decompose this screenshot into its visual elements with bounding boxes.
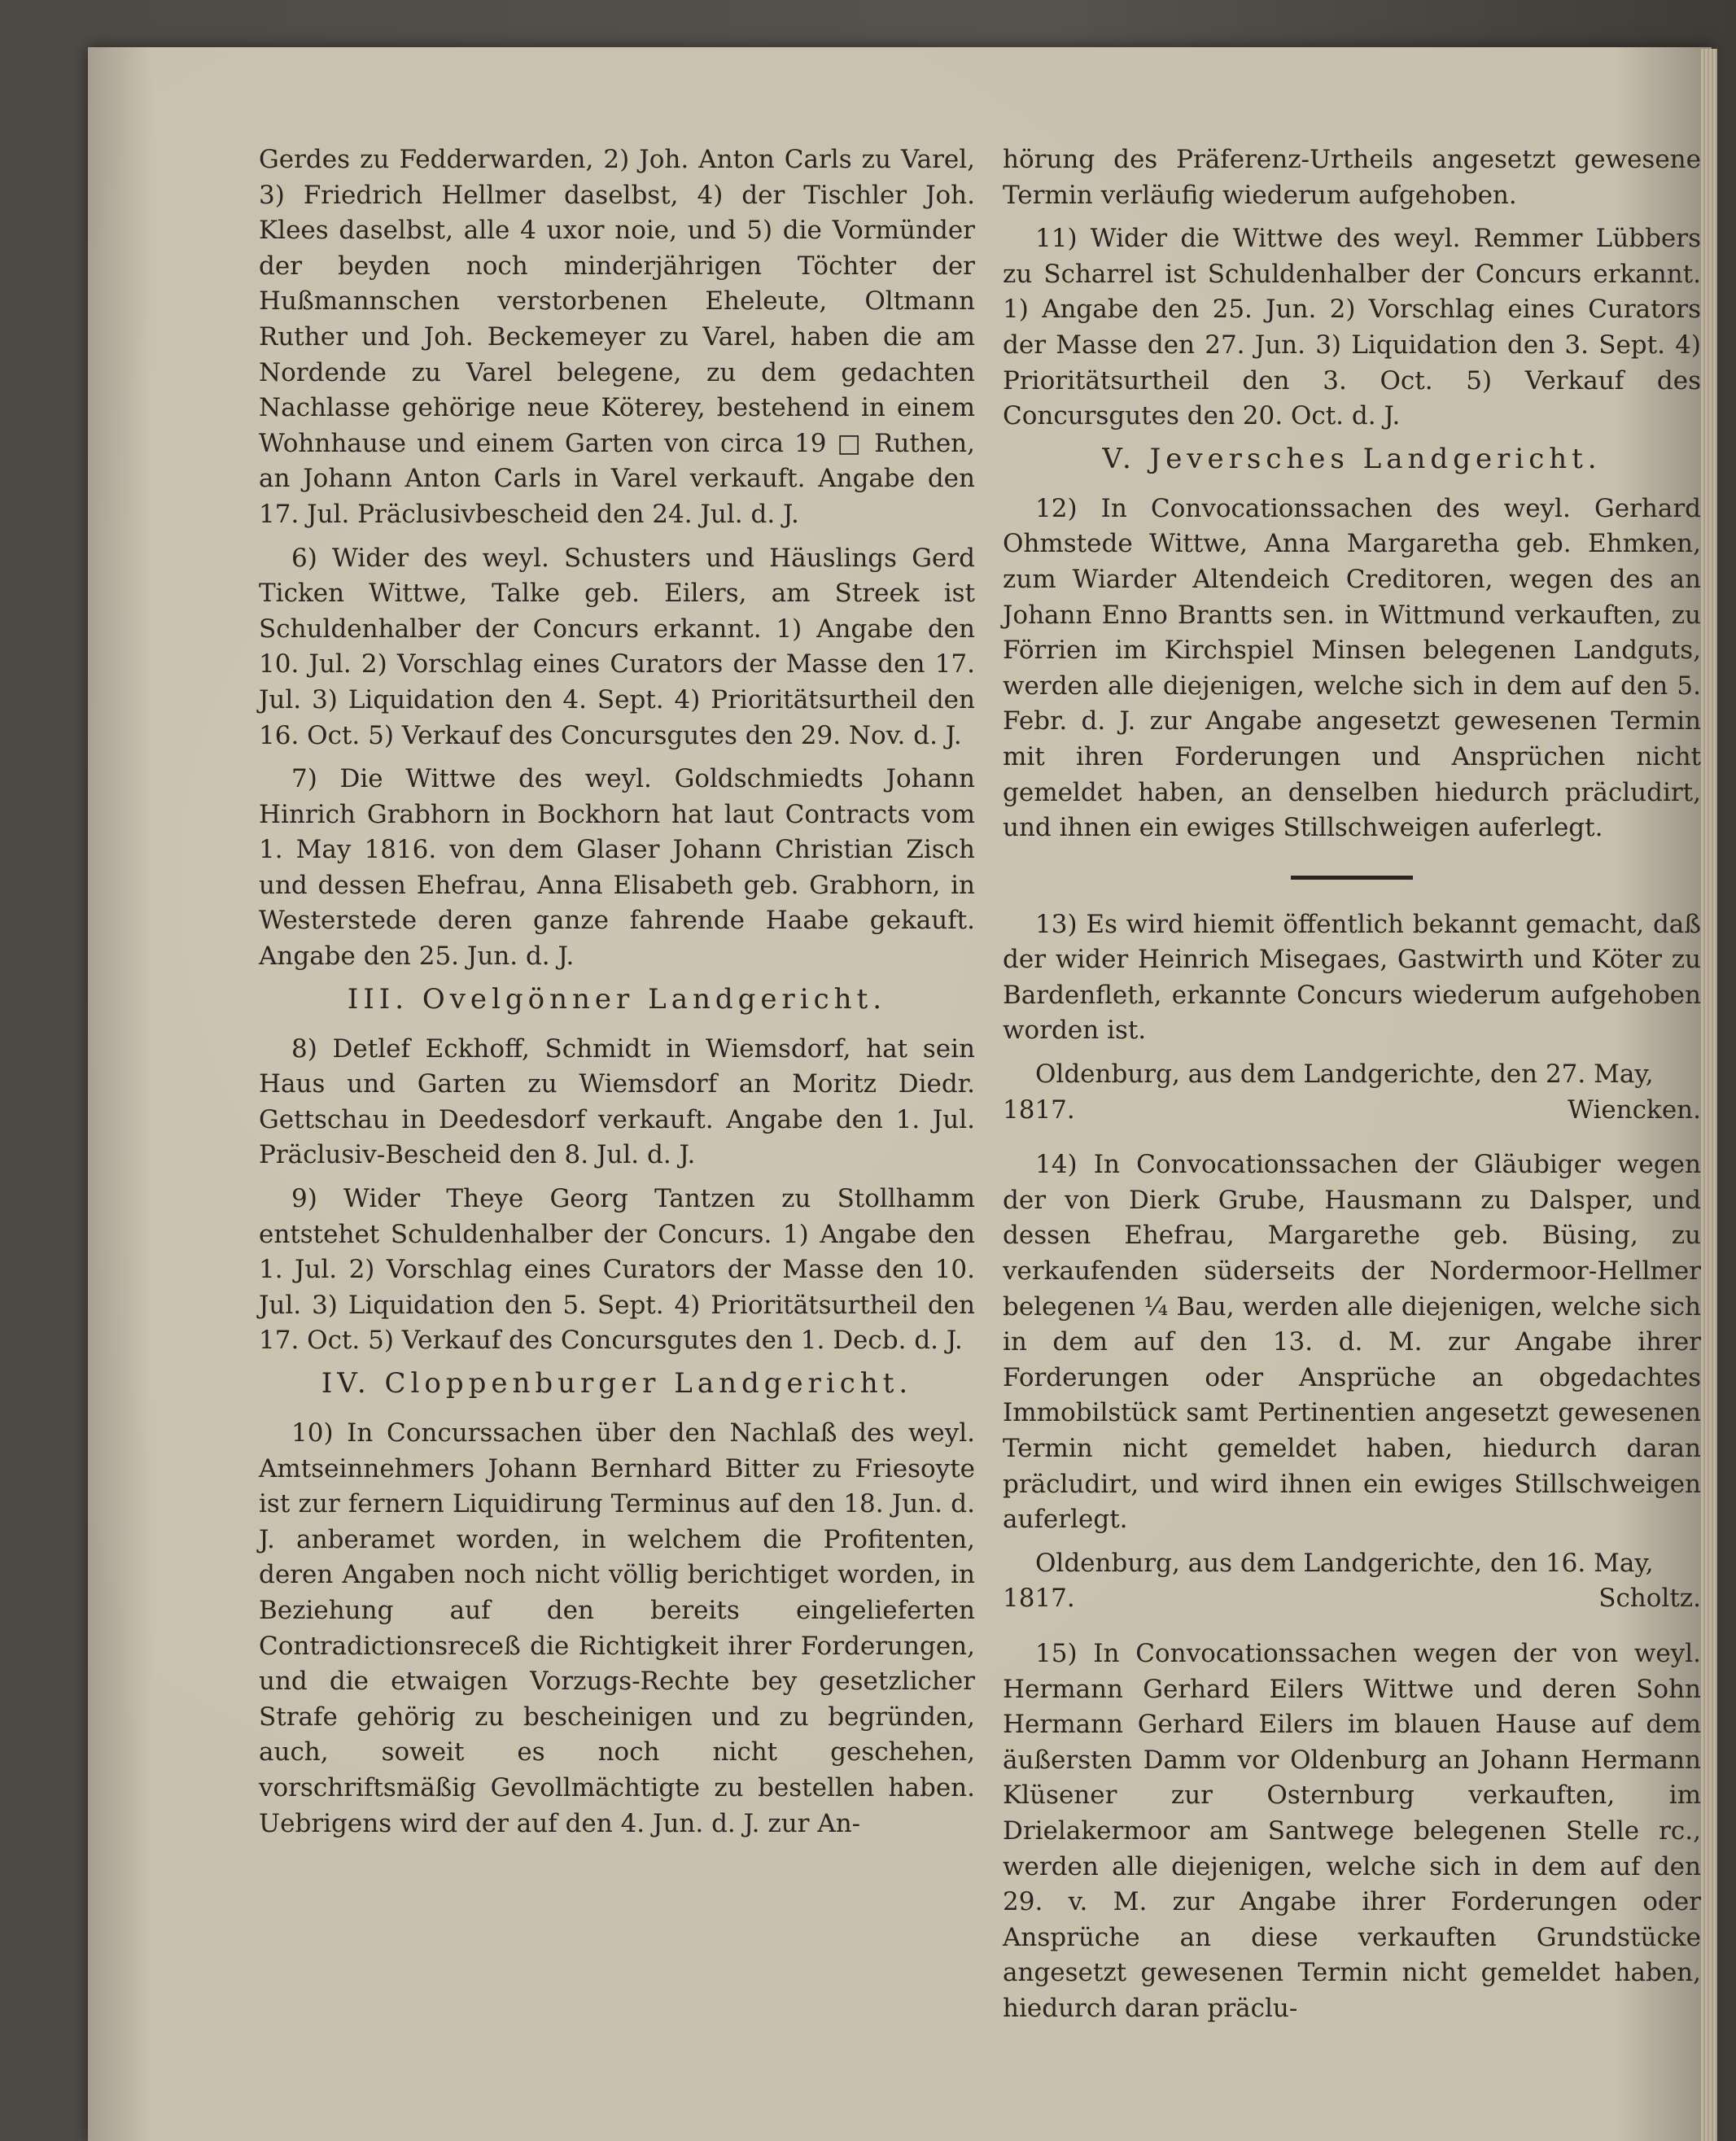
paragraph-10: 10) In Concurssachen über den Nachlaß des weyl. Amtseinnehmers Johann Bernhard Bitter zu Friesoyte ist zur fernern Liquidirung Terminus auf den 18. Jun. d. J. anberamet worden, in welchem die Profitenten, deren Angaben noch nicht völlig berichtiget worden, in Beziehung auf den bereits eingelieferten Contradictionsreceß die Richtigkeit ihrer Forderungen, und die etwaigen Vorzugs-Rechte bey gesetzlicher Strafe gehörig zu bescheinigen und zu begründen, auch, soweit es noch nicht geschehen, vorschriftsmäßig Gevollmächtigte zu bestellen haben. Uebrigens wird der auf den 4. Jun. d. J. zur An- (259, 1418, 975, 1838)
place-date-14: Oldenburg, aus dem Landgerichte, den 16. May, (1035, 1548, 1654, 1578)
year-signature-14 (1003, 1581, 1701, 1617)
year-14: 1817. (1003, 1584, 1075, 1614)
section-heading-v: V. Jeversches Landgericht. (1102, 442, 1602, 475)
year-13: 1817. (1003, 1095, 1075, 1125)
section-heading-iii: III. Ovelgönner Landgericht. (347, 982, 887, 1016)
paragraph-8: 8) Detlef Eckhoff, Schmidt in Wiemsdorf, hat sein Haus und Garten zu Wiemsdorf an Moritz Diedr. Gettschau in Deedesdorf verkauft. Angabe den 1. Jul. Präclusiv-Bescheid den 8. Jul. d. J. (259, 1033, 975, 1170)
paragraph-14: 14) In Convocationssachen der Gläubiger wegen der von Dierk Grube, Hausmann zu Dalsper, und dessen Ehefrau, Margarethe geb. Büsing, zu verkaufenden süderseits der Nordermoor-Hellmer belegenen ¼ Bau, werden alle diejenigen, welche sich in dem auf den 13. d. M. zur Angabe ihrer Forderungen oder Ansprüche an obgedachtes Immobilstück samt Pertinentien angesetzt gewesenen Termin nicht gemeldet haben, hiedurch daran präcludirt, und wird ihnen ein ewiges Stillschweigen auferlegt. (1003, 1150, 1701, 1535)
place-date-13: Oldenburg, aus dem Landgerichte, den 27. May, (1035, 1060, 1654, 1090)
right-column (1003, 142, 1701, 2035)
paragraph-6: 6) Wider des weyl. Schusters und Häuslings Gerd Ticken Wittwe, Talke geb. Eilers, am Streek ist Schuldenhalber der Concurs erkannt. 1) Angabe den 10. Jul. 2) Vorschlag eines Curators der Masse den 17. Jul. 3) Liquidation den 4. Sept. 4) Prioritätsurtheil den 16. Oct. 5) Verkauf des Concursgutes den 29. Nov. d. J. (259, 543, 975, 750)
paragraph-15: 15) In Convocationssachen wegen der von weyl. Hermann Gerhard Eilers Wittwe und deren Sohn Hermann Gerhard Eilers im blauen Hause auf dem äußersten Damm vor Oldenburg an Johann Hermann Klüsener zur Osternburg verkauften, im Drielakermoor am Santwege belegenen Stelle rc., werden alle diejenigen, welche sich in dem auf den 29. v. M. zur Angabe ihrer Forderungen oder Ansprüche an diese verkauften Grundstücke angesetzt gewesenen Termin nicht gemeldet haben, hiedurch daran präclu- (1003, 1638, 1701, 2023)
paragraph-9: 9) Wider Theye Georg Tantzen zu Stollhamm entstehet Schuldenhalber der Concurs. 1) Angabe den 1. Jul. 2) Vorschlag eines Curators der Masse den 10. Jul. 3) Liquidation den 5. Sept. 4) Prioritätsurtheil den 17. Oct. 5) Verkauf des Concursgutes den 1. Decb. d. J. (259, 1184, 975, 1356)
page-edge (1701, 49, 1717, 2141)
paragraph-11: 11) Wider die Wittwe des weyl. Remmer Lübbers zu Scharrel ist Schuldenhalber der Concurs erkannt. 1) Angabe den 25. Jun. 2) Vorschlag eines Curators der Masse den 27. Jun. 3) Liquidation den 3. Sept. 4) Prioritätsurtheil den 3. Oct. 5) Verkauf des Concursgutes den 20. Oct. d. J. (1003, 224, 1701, 431)
section-heading-iv: IV. Cloppenburger Landgericht. (321, 1367, 913, 1400)
signature-13: Wiencken. (1568, 1095, 1701, 1125)
left-column (259, 142, 975, 1850)
paragraph-13: 13) Es wird hiemit öffentlich bekannt gemacht, daß der wider Heinrich Misegaes, Gastwirth und Köter zu Bardenfleth, erkannte Concurs wiederum aufgehoben worden ist. (1003, 909, 1701, 1046)
signature-14: Scholtz. (1598, 1584, 1701, 1614)
paragraph-7: 7) Die Wittwe des weyl. Goldschmiedts Johann Hinrich Grabhorn in Bockhorn hat laut Contracts vom 1. May 1816. von dem Glaser Johann Christian Zisch und dessen Ehefrau, Anna Elisabeth geb. Grabhorn, in Westerstede deren ganze fahrende Haabe gekauft. Angabe den 25. Jun. d. J. (259, 764, 975, 972)
year-signature-13 (1003, 1093, 1701, 1129)
separator-rule (1291, 876, 1413, 880)
paragraph-12: 12) In Convocationssachen des weyl. Gerhard Ohmstede Wittwe, Anna Margaretha geb. Ehmken, zum Wiarder Altendeich Creditoren, wegen des an Johann Enno Brantts sen. in Wittmund verkauften, zu Förrien im Kirchspiel Minsen belegenen Landguts, werden alle diejenigen, welche sich in dem auf den 5. Febr. d. J. zur Angabe angesetzt gewesenen Termin mit ihren Forderungen und Ansprüchen nicht gemeldet haben, an denselben hiedurch präcludirt, und ihnen ein ewiges Stillschweigen auferlegt. (1003, 493, 1701, 843)
paragraph-continued: Gerdes zu Fedderwarden, 2) Joh. Anton Carls zu Varel, 3) Friedrich Hellmer daselbst, 4) der Tischler Joh. Klees daselbst, alle 4 uxor noie, und 5) die Vormünder der beyden noch minderjährigen Töchter der Hußmannschen verstorbenen Eheleute, Oltmann Ruther und Joh. Beckemeyer zu Varel, haben die am Nordende zu Varel belegene, zu dem gedachten Nachlasse gehörige neue Köterey, bestehend in einem Wohnhause und einem Garten von circa 19 □ Ruthen, an Johann Anton Carls in Varel verkauft. Angabe den 17. Jul. Präclusivbescheid den 24. Jul. d. J. (259, 145, 975, 529)
paragraph-continued-right: hörung des Präferenz-Urtheils angesetzt gewesene Termin verläufig wiederum aufgehoben. (1003, 145, 1701, 210)
